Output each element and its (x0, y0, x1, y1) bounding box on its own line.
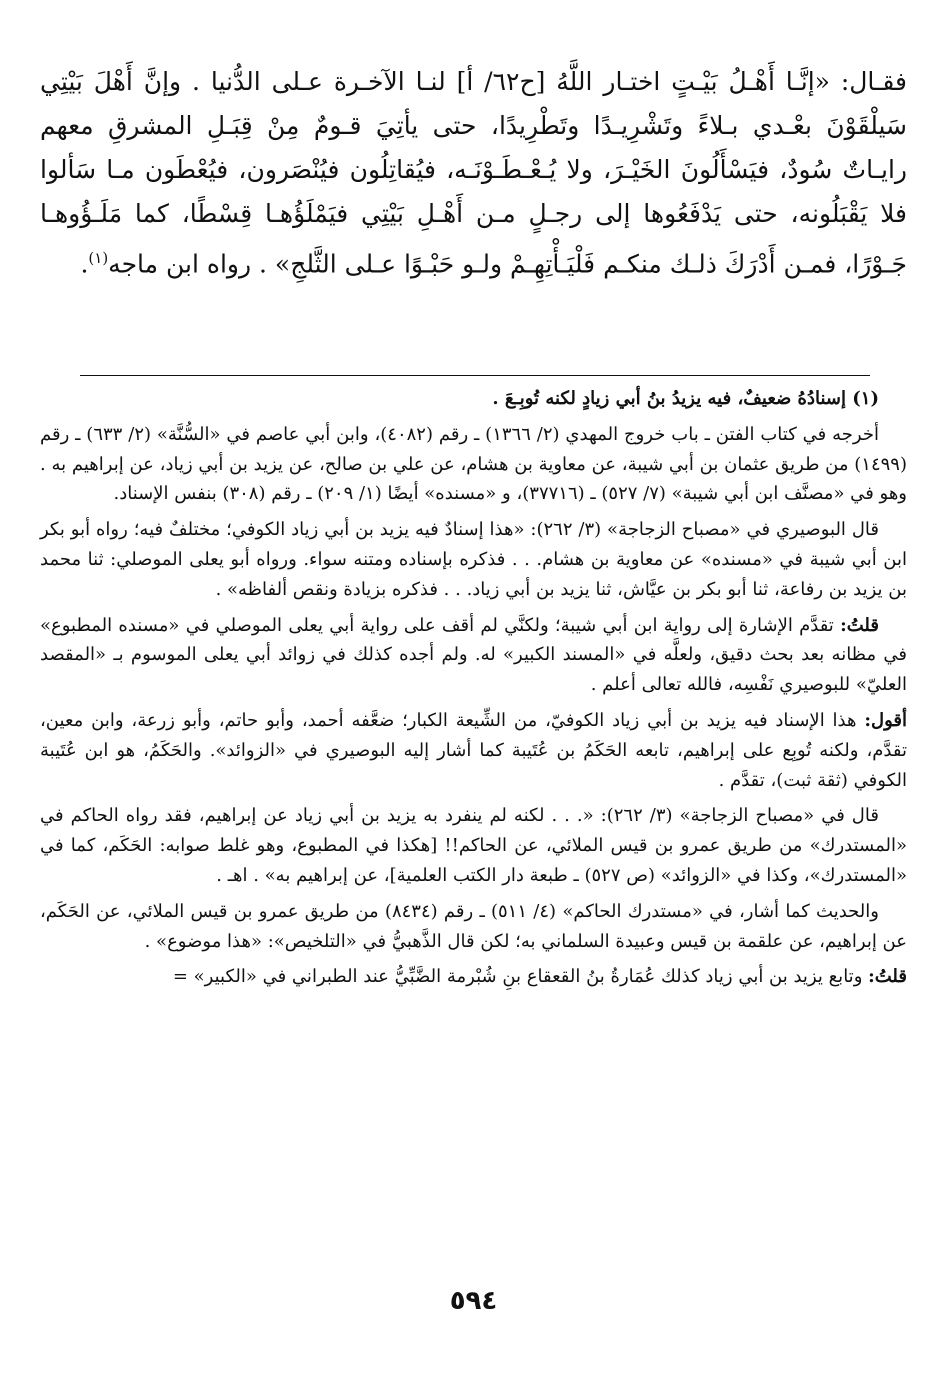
footnotes-block (40, 384, 907, 998)
footnote-lead: قلتُ: (868, 966, 907, 988)
footnote-divider (80, 375, 870, 376)
footnote-paragraph: أخرجه في كتاب الفتن ـ باب خروج المهدي (٢/ ١٣٦٦) ـ رقم (٤٠٨٢)، وابن أبي عاصم في «السُّنَّة» (٢/ ٦٣٣) ـ رقم (١٤٩٩) من طريق عثمان بن أبي شيبة، عن معاوية بن هشام، عن علي بن صالح، عن يزيد بن أبي زياد، عن إبراهيم به . وهو في «مصنَّف ابن أبي شيبة» (٧/ ٥٢٧) ـ (٣٧٧١٦)، و «مسنده» أيضًا (١/ ٢٠٩) ـ رقم (٣٠٨) بنفس الإسناد. (40, 423, 907, 505)
footnote-paragraph (40, 706, 907, 795)
footnote-paragraph (40, 962, 907, 992)
main-paragraph (40, 60, 907, 286)
footnote-heading: (١) إسنادُهُ ضعيفٌ، فيه يزيدُ بنُ أبي زيادٍ لكنه تُوبِـعَ . (492, 388, 879, 409)
main-text-block (40, 60, 907, 286)
main-paragraph-text: فقـال: «إنَّـا أَهْـلُ بَيْـتٍ اختـار اللَّهُ [ح٦٢/ أ] لنـا الآخـرة عـلى الدُّنيا . وإنَّ أَهْلَ بَيْتِي سَيلْقَوْنَ بعْـدي بـلاءً وتَشْرِيـدًا وتَطْرِيدًا، حتى يأتِيَ قـومٌ مِنْ قِبَـلِ المشرقِ معهم رايـاتٌ سُودٌ، فيَسْأَلُونَ الخَيْـرَ، ولا يُـعْـطَـوْنَـه، فيُقاتِلُون فيُنْصَرون، فيُعْطَون مـا سَألوا فلا يَقْبَلُونه، حتى يَدْفَعُوها إلى رجـلٍ مـن أَهْـلِ بَيْتِي فيَمْلَؤُهـا قِسْطًا، كما مَلَـؤُوهـا جَـوْرًا، فمـن أَدْرَكَ ذلـك منكـم فَلْيَـأْتِهِـمْ ولـو حَبْـوًا عـلى الثَّلجِ» . رواه ابن ماجه (40, 67, 907, 279)
page-number: ٥٩٤ (449, 1286, 498, 1316)
footnote-text: وتابع يزيد بن أبي زياد كذلك عُمَارةُ بنُ القعقاع بنِ شُبْرمة الضَّبِّيُّ عند الطبراني في «الكبير» = (172, 966, 869, 988)
footnote-lead: قلتُ: (840, 614, 879, 636)
footnote-paragraph (40, 611, 907, 700)
footnote-lead: أقول: (864, 709, 907, 731)
footnote-paragraph: قال البوصيري في «مصباح الزجاجة» (٣/ ٢٦٢): «هذا إسنادٌ فيه يزيد بن أبي زياد الكوفي؛ مختلفٌ فيه؛ رواه أبو بكر ابن أبي شيبة في «مسنده» عن معاوية بن هشام. . . فذكره بإسناده ومتنه سواء. ورواه أبو يعلى الموصلي: ثنا محمد بن يزيد بن رفاعة، ثنا أبو بكر بن عيَّاش، ثنا يزيد بن أبي زياد. . . فذكره بزيادة ونقص ألفاظه» . (40, 519, 907, 600)
footnote-marker[interactable]: (١) (88, 249, 109, 267)
footnote-text: تقدَّم الإشارة إلى رواية ابن أبي شيبة؛ ولكنَّي لم أقف على رواية أبي يعلى الموصلي في «مسنده المطبوع» في مظانه بعد بحث دقيق، ولعلَّه في «المسند الكبير» له. ولم أجده كذلك في زوائد أبي يعلى الموسوم بـ «المقصد العليّ» للبوصيري نَفْسِه، فالله تعالى أعلم . (40, 614, 907, 696)
footnote-text: هذا الإسناد فيه يزيد بن أبي زياد الكوفيّ، من الشِّيعة الكبار؛ ضعَّفه أحمد، وأبو حاتم، وأبو زرعة، وابن معين، تقدَّم، ولكنه تُوبِع على إبراهيم، تابعه الحَكَمُ بن عُتَيبة كما أشار إليه البوصيري في «الزوائد». والحَكَمُ، هو ابن عُتَيبة الكوفي (ثقة ثبت)، تقدَّم . (40, 709, 907, 791)
footnote-paragraph: والحديث كما أشار، في «مستدرك الحاكم» (٤/ ٥١١) ـ رقم (٨٤٣٤) من طريق عمرو بن قيس الملائي، عن الحَكَم، عن إبراهيم، عن علقمة بن قيس وعبيدة السلماني به؛ لكن قال الذَّهبيُّ في «التلخيص»: «هذا موضوع» . (40, 900, 907, 952)
footnote-paragraph: قال في «مصباح الزجاجة» (٣/ ٢٦٢): «. . . لكنه لم ينفرد به يزيد بن أبي زياد عن إبراهيم، فقد رواه الحاكم في «المستدرك» من طريق عمرو بن قيس الملائي، عن الحاكم!! [هكذا في المطبوع، وهو غلط صوابه: الحَكَم، كما في «المستدرك»، وكذا في «الزوائد» (ص ٥٢٧) ـ طبعة دار الكتب العلمية]، عن إبراهيم به» . اهـ . (40, 805, 907, 886)
main-paragraph-end: . (80, 249, 89, 279)
